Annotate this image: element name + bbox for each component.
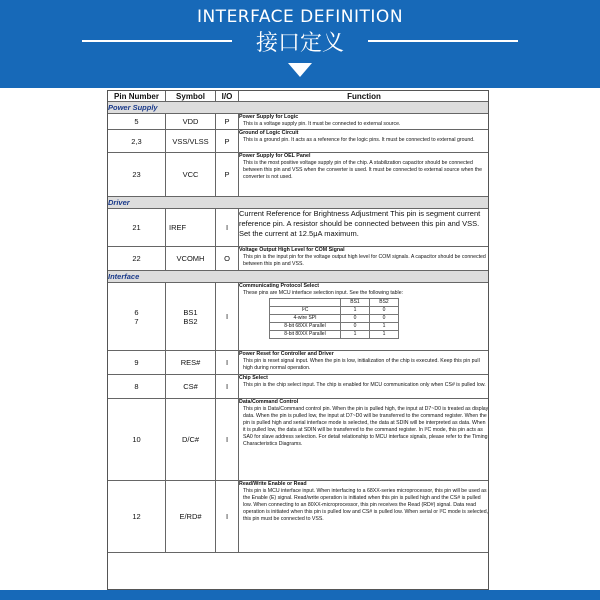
- sub-head: BS1: [341, 299, 370, 307]
- section-label-driver: Driver: [108, 197, 490, 209]
- pin-io: O: [216, 247, 239, 271]
- table-row: [108, 481, 490, 553]
- table-row: [270, 299, 399, 307]
- sub-cell: 0: [341, 315, 370, 323]
- col-header-io: I/O: [216, 91, 239, 102]
- function-title: Chip Select: [239, 375, 268, 381]
- table-row: [108, 153, 490, 197]
- table-row: [108, 375, 490, 399]
- pin-definition-document: [107, 90, 489, 590]
- sub-cell: 1: [341, 331, 370, 339]
- col-header-symbol: Symbol: [166, 91, 216, 102]
- pin-io: I: [216, 351, 239, 375]
- table-row: [108, 399, 490, 481]
- function-desc: This pin is the input pin for the voltage output high level for COM signals. A capacitor should be connected between this pin and VSS.: [243, 254, 486, 268]
- function-desc: These pins are MCU interface selection input. See the following table:: [243, 290, 404, 297]
- pin-function: [239, 481, 490, 553]
- section-row: [108, 197, 490, 209]
- table-row: [108, 351, 490, 375]
- pin-symbol: VCC: [166, 153, 216, 197]
- section-label-interface: Interface: [108, 271, 490, 283]
- header-subtitle: 接口定义: [255, 31, 344, 56]
- sub-cell: 1: [370, 323, 399, 331]
- sub-cell: 0: [370, 315, 399, 323]
- down-arrow-icon: [288, 63, 312, 77]
- pin-number: 22: [108, 247, 166, 271]
- pin-symbol: BS1 BS2: [166, 283, 216, 351]
- sub-cell: 4-wire SPI: [270, 315, 341, 323]
- col-header-function: Function: [239, 91, 490, 102]
- sub-cell: 8-bit 80XX Parallel: [270, 331, 341, 339]
- pin-number: 8: [108, 375, 166, 399]
- table-row: [108, 247, 490, 271]
- table-row: [270, 315, 399, 323]
- table-row: [108, 283, 490, 351]
- header-divider-right: [368, 40, 518, 42]
- pin-number: 5: [108, 114, 166, 130]
- sub-head: BS2: [370, 299, 399, 307]
- pin-io: I: [216, 283, 239, 351]
- pin-number: 10: [108, 399, 166, 481]
- pin-io: I: [216, 209, 239, 247]
- function-title: Data/Command Control: [239, 399, 299, 405]
- pin-symbol: IREF: [166, 209, 216, 247]
- header-title: INTERFACE DEFINITION: [196, 7, 404, 27]
- function-desc: This pin is Data/Command control pin. When the pin is pulled high, the input at D7~D0 is treated as display data. When the pin is pulled low, the input at D7~D0 will be transferred to the command register. When the pin is pulled high and serial interface mode is selected, the data at SDIN will be interpreted as data. When it is pulled low, the data at SDIN will be transferred to the command register. In I²C mode, this pin acts as SA0 for slave address selection. For detail relationship to MCU interface signals, please refer to the Timing Characteristics Diagrams.: [243, 406, 489, 448]
- pin-function: [239, 153, 490, 197]
- sub-head: [270, 299, 341, 307]
- header-banner: [0, 0, 600, 88]
- section-label-power-supply: Power Supply: [108, 102, 490, 114]
- pin-io: I: [216, 399, 239, 481]
- function-title: Read/Write Enable or Read: [239, 481, 307, 487]
- sub-cell: 1: [370, 331, 399, 339]
- pin-number: 21: [108, 209, 166, 247]
- pin-function: [239, 351, 490, 375]
- pin-io: P: [216, 130, 239, 153]
- pin-function: [239, 130, 490, 153]
- col-header-pin: Pin Number: [108, 91, 166, 102]
- sub-cell: 1: [341, 307, 370, 315]
- section-row: [108, 102, 490, 114]
- table-row: [108, 130, 490, 153]
- pin-table: [107, 90, 489, 553]
- pin-function: [239, 247, 490, 271]
- pin-symbol: D/C#: [166, 399, 216, 481]
- pin-symbol: VCOMH: [166, 247, 216, 271]
- section-row: [108, 271, 490, 283]
- function-desc: This pin is the chip select input. The chip is enabled for MCU communication only when CS# is pulled low.: [243, 382, 486, 389]
- sub-cell: 0: [370, 307, 399, 315]
- sub-cell: I²C: [270, 307, 341, 315]
- function-title: Ground of Logic Circuit: [239, 130, 299, 136]
- function-desc: This is a ground pin. It acts as a reference for the logic pins. It must be connected to external ground.: [243, 137, 475, 144]
- pin-symbol: VSS/VLSS: [166, 130, 216, 153]
- function-desc: Current Reference for Brightness Adjustment This pin is segment current reference pin. A resistor should be connected between this pin and VSS. Set the current at 12.5μA maximum.: [239, 209, 481, 238]
- pin-io: I: [216, 481, 239, 553]
- pin-function: [239, 209, 490, 247]
- pin-number: 2,3: [108, 130, 166, 153]
- pin-io: P: [216, 153, 239, 197]
- table-row: [270, 331, 399, 339]
- function-desc: This pin is MCU interface input. When interfacing to a 68XX-series microprocessor, this pin will be used as the Enable (E) signal. Read/write operation is initiated when this pin is pulled high and the CS# is pulled low. When connecting to an 80XX-microprocessor, this pin receives the Read (RD#) signal. Data read operation is initiated when this pin is pulled low and CS# is pulled low. When serial or I²C mode is selected, this pin must be connected to VSS.: [243, 488, 489, 523]
- pin-io: P: [216, 114, 239, 130]
- function-desc: This pin is reset signal input. When the pin is low, initialization of the chip is executed. Keep this pin pull high during normal operation.: [243, 358, 480, 372]
- pin-function: [239, 399, 490, 481]
- function-title: Power Reset for Controller and Driver: [239, 351, 334, 357]
- sub-cell: 8-bit 68XX Parallel: [270, 323, 341, 331]
- pin-function: [239, 283, 490, 351]
- pin-number: 23: [108, 153, 166, 197]
- pin-symbol: E/RD#: [166, 481, 216, 553]
- footer-bar: [0, 590, 600, 600]
- sub-cell: 0: [341, 323, 370, 331]
- table-header-row: [108, 91, 490, 102]
- function-title: Power Supply for OEL Panel: [239, 153, 311, 159]
- pin-io: I: [216, 375, 239, 399]
- table-row: [270, 323, 399, 331]
- pin-number: 9: [108, 351, 166, 375]
- pin-number: 12: [108, 481, 166, 553]
- table-row: [108, 209, 490, 247]
- function-title: Voltage Output High Level for COM Signal: [239, 247, 345, 253]
- function-title: Power Supply for Logic: [239, 114, 299, 120]
- pin-function: [239, 114, 490, 130]
- pin-number: 6 7: [108, 283, 166, 351]
- bs-selection-table: [269, 298, 399, 339]
- pin-symbol: CS#: [166, 375, 216, 399]
- function-title: Communicating Protocol Select: [239, 283, 320, 289]
- pin-symbol: VDD: [166, 114, 216, 130]
- pin-symbol: RES#: [166, 351, 216, 375]
- function-desc: This is the most positive voltage supply pin of the chip. A stabilization capacitor should be connected between this pin and VSS when the converter is used. It must be connected to external source when the converter is not used.: [243, 160, 483, 181]
- pin-function: [239, 375, 490, 399]
- table-row: [108, 114, 490, 130]
- table-row: [270, 307, 399, 315]
- function-desc: This is a voltage supply pin. It must be connected to external source.: [243, 121, 401, 128]
